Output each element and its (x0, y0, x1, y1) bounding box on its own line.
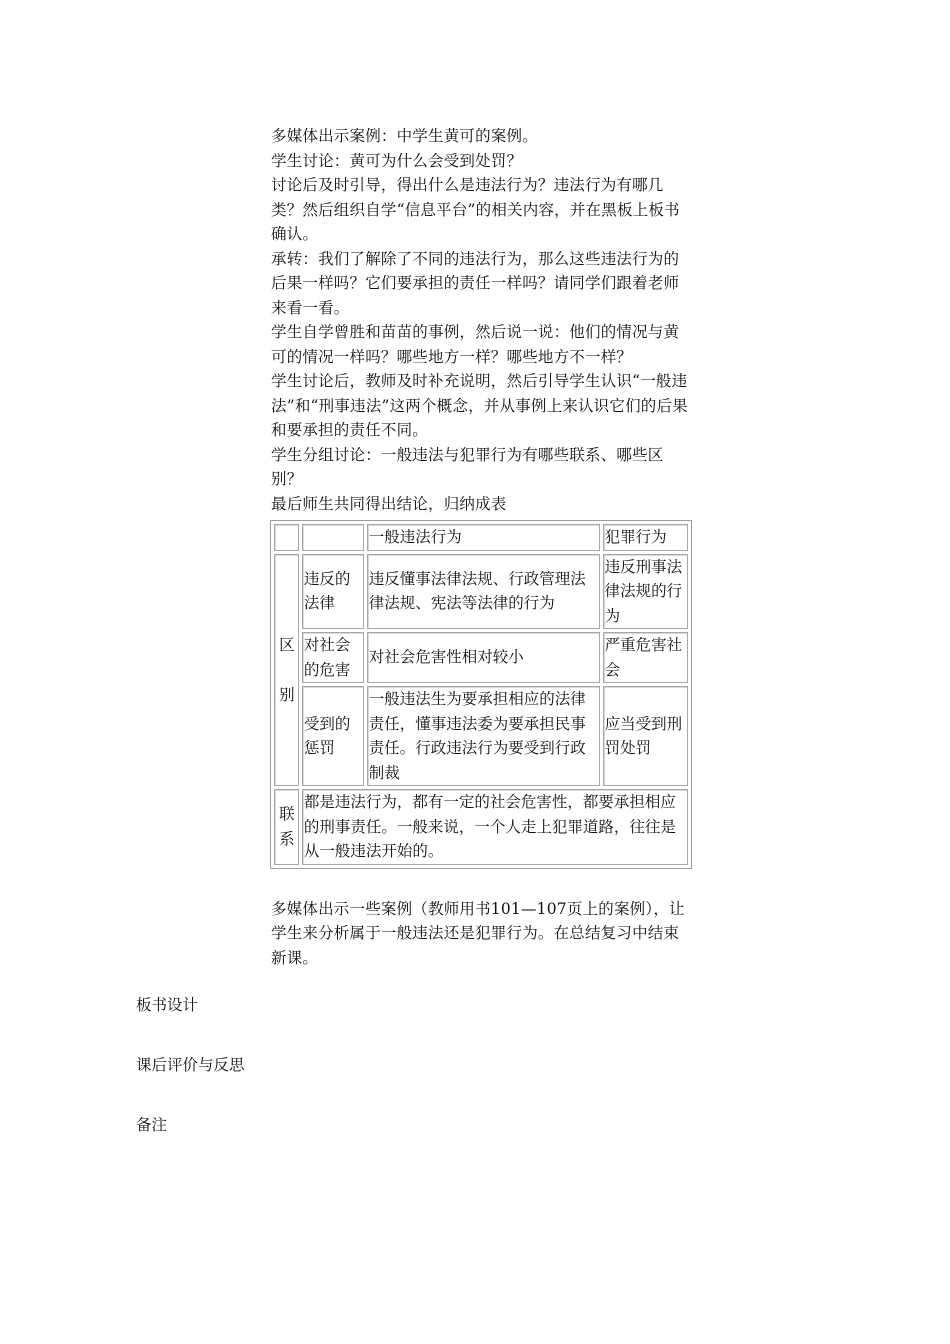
table-header-row (274, 524, 688, 551)
table-corner-cell (274, 524, 299, 551)
row-crime-penalty: 应当受到刑罚处罚 (603, 686, 688, 786)
paragraph-self-study: 学生自学曾胜和苗苗的事例，然后说一说：他们的情况与黄可的情况一样吗？哪些地方一样？哪些地方不一样？ (271, 323, 680, 366)
paragraph-conclusion: 最后师生共同得出结论，归纳成表 (271, 494, 507, 513)
row-general-penalty: 一般违法生为要承担相应的法律责任，懂事违法委为要承担民事责任。行政违法行为要受到行政制裁 (367, 686, 600, 786)
comparison-table (270, 520, 692, 869)
paragraph-discussion: 学生讨论：黄可为什么会受到处罚？ (271, 151, 523, 170)
paragraph-case-intro: 多媒体出示案例：中学生黄可的案例。 (271, 127, 538, 145)
table-row (274, 632, 688, 683)
row-general-law: 违反懂事法律法规、行政管理法律法规、宪法等法律的行为 (367, 554, 600, 630)
section-evaluation: 课后评价与反思 (136, 1056, 245, 1074)
paragraph-teacher-explain: 学生讨论后，教师及时补充说明，然后引导学生认识“一般违法”和“刑事违法”这两个概念，并从事例上来认识它们的后果和要承担的责任不同。 (271, 372, 688, 439)
paragraph-multimedia-cases: 多媒体出示一些案例（教师用书101—107页上的案例），让学生来分析属于一般违法还是犯罪行为。在总结复习中结束新课。 (271, 899, 685, 967)
header-crime: 犯罪行为 (603, 524, 688, 551)
section-notes: 备注 (136, 1116, 168, 1134)
table-empty-header-cell (302, 524, 364, 551)
header-general-violation: 一般违法行为 (367, 524, 600, 551)
paragraph-transition: 承转：我们了解除了不同的违法行为，那么这些违法行为的后果一样吗？它们要承担的责任一样吗？请同学们跟着老师来看一看。 (271, 249, 680, 317)
table-row (274, 554, 688, 630)
section-board-design: 板书设计 (136, 996, 199, 1014)
link-label-cell: 联系 (274, 789, 299, 865)
paragraph-group-discussion: 学生分组讨论：一般违法与犯罪行为有哪些联系、哪些区别？ (271, 445, 664, 488)
row-crime-harm: 严重危害社会 (603, 632, 688, 683)
table-row (274, 686, 688, 786)
row-crime-law: 违反刑事法律法规的行为 (603, 554, 688, 630)
comparison-table-wrapper (271, 520, 691, 869)
link-text-cell: 都是违法行为，都有一定的社会危害性，都要承担相应的刑事责任。一般来说，一个人走上犯罪道路，往往是从一般违法开始的。 (302, 789, 688, 865)
row-aspect-harm: 对社会的危害 (302, 632, 364, 683)
row-aspect-penalty: 受到的惩罚 (302, 686, 364, 786)
row-aspect-law: 违反的法律 (302, 554, 364, 630)
paragraph-guidance: 讨论后及时引导，得出什么是违法行为？违法行为有哪几类？然后组织自学“信息平台”的相关内容，并在黑板上板书确认。 (271, 176, 680, 243)
row-general-harm: 对社会危害性相对较小 (367, 632, 600, 683)
lesson-body (271, 124, 691, 970)
diff-label-cell: 区别 (274, 554, 299, 787)
table-row (274, 789, 688, 865)
